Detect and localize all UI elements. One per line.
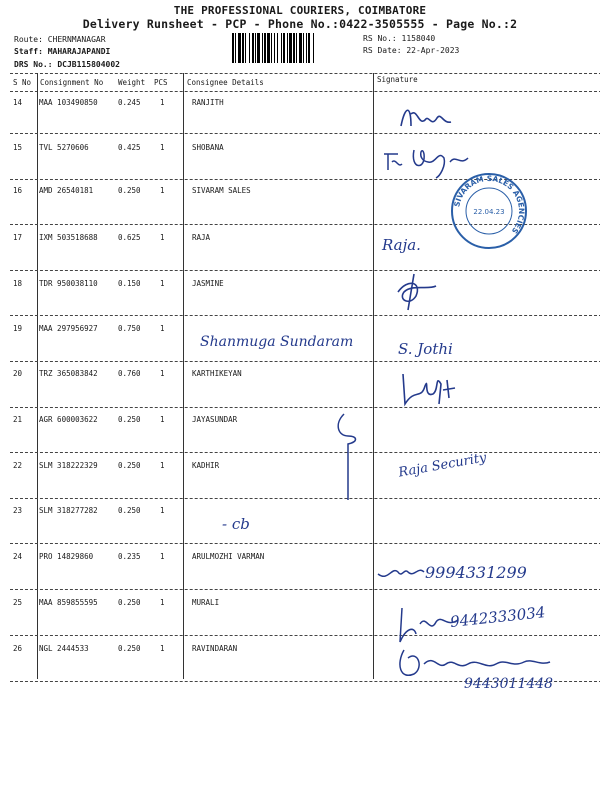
row-consignment: SLM 318277282: [39, 506, 98, 515]
row-weight: 0.235: [118, 552, 141, 561]
rs-date: RS Date: 22-Apr-2023: [363, 46, 460, 55]
row-divider: [10, 543, 600, 544]
col-sno: S No: [13, 78, 32, 87]
row-consignment: NGL 2444533: [39, 644, 89, 653]
row-consignee: SIVARAM SALES: [192, 186, 251, 195]
header-top-rule: [10, 73, 600, 74]
row-divider: [10, 498, 600, 499]
col-signature: Signature: [377, 75, 418, 84]
row-sno: 16: [13, 186, 23, 195]
row-consignee: MURALI: [192, 598, 220, 607]
row-consignee: JAYASUNDAR: [192, 415, 238, 424]
row-weight: 0.250: [118, 415, 141, 424]
row-sno: 14: [13, 98, 23, 107]
col-consignment: Consignment No: [40, 78, 104, 87]
handwritten-signature-19: S. Jothi: [398, 340, 453, 358]
row-pcs: 1: [160, 644, 165, 653]
row-consignment: SLM 318222329: [39, 461, 98, 470]
row-pcs: 1: [160, 506, 165, 515]
handwritten-phone-24: 9994331299: [425, 563, 527, 582]
route-label: Route: CHERNMANAGAR: [14, 35, 106, 44]
stamp-date: 22.04.23: [473, 208, 505, 216]
row-consignment: MAA 103490850: [39, 98, 98, 107]
company-title: THE PROFESSIONAL COURIERS, COIMBATORE: [173, 4, 427, 17]
row-sno: 18: [13, 279, 23, 288]
row-divider: [10, 361, 600, 362]
row-sno: 23: [13, 506, 23, 515]
row-sno: 26: [13, 644, 23, 653]
row-weight: 0.250: [118, 461, 141, 470]
row-weight: 0.245: [118, 98, 141, 107]
row-weight: 0.250: [118, 644, 141, 653]
barcode-image: [232, 33, 356, 63]
row-divider: [10, 133, 600, 134]
row-weight: 0.150: [118, 279, 141, 288]
row-consignment: MAA 297956927: [39, 324, 98, 333]
row-weight: 0.760: [118, 369, 141, 378]
signature-scribble-25: [394, 604, 464, 644]
row-pcs: 1: [160, 369, 165, 378]
row-pcs: 1: [160, 186, 165, 195]
row-divider: [10, 407, 600, 408]
row-consignee: RAVINDARAN: [192, 644, 238, 653]
row-divider: [10, 270, 600, 271]
row-sno: 24: [13, 552, 23, 561]
col-consignee: Consignee Details: [187, 78, 264, 87]
signature-scribble-18: [392, 272, 442, 312]
signature-scribble-24: [374, 558, 429, 588]
row-divider: [10, 452, 600, 453]
handwritten-signature-17: Raja.: [382, 236, 421, 254]
row-consignee: KARTHIKEYAN: [192, 369, 242, 378]
handwritten-signature-22: Raja Security: [397, 450, 488, 481]
row-weight: 0.750: [118, 324, 141, 333]
signature-scribble-14: [395, 100, 455, 134]
signature-scribble-20: [395, 368, 465, 408]
row-consignee: JASMINE: [192, 279, 224, 288]
row-consignee: RANJITH: [192, 98, 224, 107]
stamp-text: SIVARAM SALES AGENCIES: [452, 173, 527, 236]
row-consignment: IXM 503518688: [39, 233, 98, 242]
runsheet-title: Delivery Runsheet - PCP - Phone No.:0422-3505555 - Page No.:2: [82, 17, 518, 31]
row-divider: [10, 315, 600, 316]
row-sno: 21: [13, 415, 23, 424]
row-sno: 19: [13, 324, 23, 333]
handwritten-phone-25: 9442333034: [449, 603, 547, 631]
row-pcs: 1: [160, 461, 165, 470]
row-consignee: ARULMOZHI VARMAN: [192, 552, 265, 561]
company-stamp: [450, 172, 528, 250]
row-divider: [10, 635, 600, 636]
row-pcs: 1: [160, 552, 165, 561]
row-sno: 20: [13, 369, 23, 378]
row-consignee: RAJA: [192, 233, 211, 242]
row-consignment: PRO 14829860: [39, 552, 94, 561]
row-weight: 0.250: [118, 598, 141, 607]
row-pcs: 1: [160, 98, 165, 107]
row-weight: 0.250: [118, 506, 141, 515]
row-consignment: TRZ 365083842: [39, 369, 98, 378]
row-pcs: 1: [160, 324, 165, 333]
row-sno: 17: [13, 233, 23, 242]
handwritten-consignee-19: Shanmuga Sundaram: [200, 334, 354, 350]
header-bottom-rule: [10, 91, 600, 92]
row-sno: 15: [13, 143, 23, 152]
col-weight: Weight: [118, 78, 146, 87]
row-divider: [10, 589, 600, 590]
col-pcs: PCS: [154, 78, 168, 87]
row-consignment: AGR 600003622: [39, 415, 98, 424]
row-weight: 0.250: [118, 186, 141, 195]
row-consignee: SHOBANA: [192, 143, 224, 152]
row-pcs: 1: [160, 279, 165, 288]
staff-label: Staff: MAHARAJAPANDI: [14, 47, 111, 56]
drs-label: DRS No.: DCJB115804002: [14, 60, 120, 69]
row-consignment: AMD 26540181: [39, 186, 94, 195]
handwritten-consignee-23: - cb: [222, 515, 250, 533]
row-pcs: 1: [160, 598, 165, 607]
row-consignment: TVL 5270606: [39, 143, 89, 152]
row-consignment: TDR 950038110: [39, 279, 98, 288]
row-consignment: MAA 859855595: [39, 598, 98, 607]
row-pcs: 1: [160, 233, 165, 242]
row-consignee: KADHIR: [192, 461, 220, 470]
row-pcs: 1: [160, 415, 165, 424]
row-weight: 0.425: [118, 143, 141, 152]
row-weight: 0.625: [118, 233, 141, 242]
row-pcs: 1: [160, 143, 165, 152]
signature-scribble-26: [394, 644, 554, 684]
row-sno: 25: [13, 598, 23, 607]
rs-number: RS No.: 1158040: [363, 34, 436, 43]
signature-scribble-21: [330, 410, 370, 505]
handwritten-phone-26: 9443011448: [464, 676, 554, 692]
row-sno: 22: [13, 461, 23, 470]
